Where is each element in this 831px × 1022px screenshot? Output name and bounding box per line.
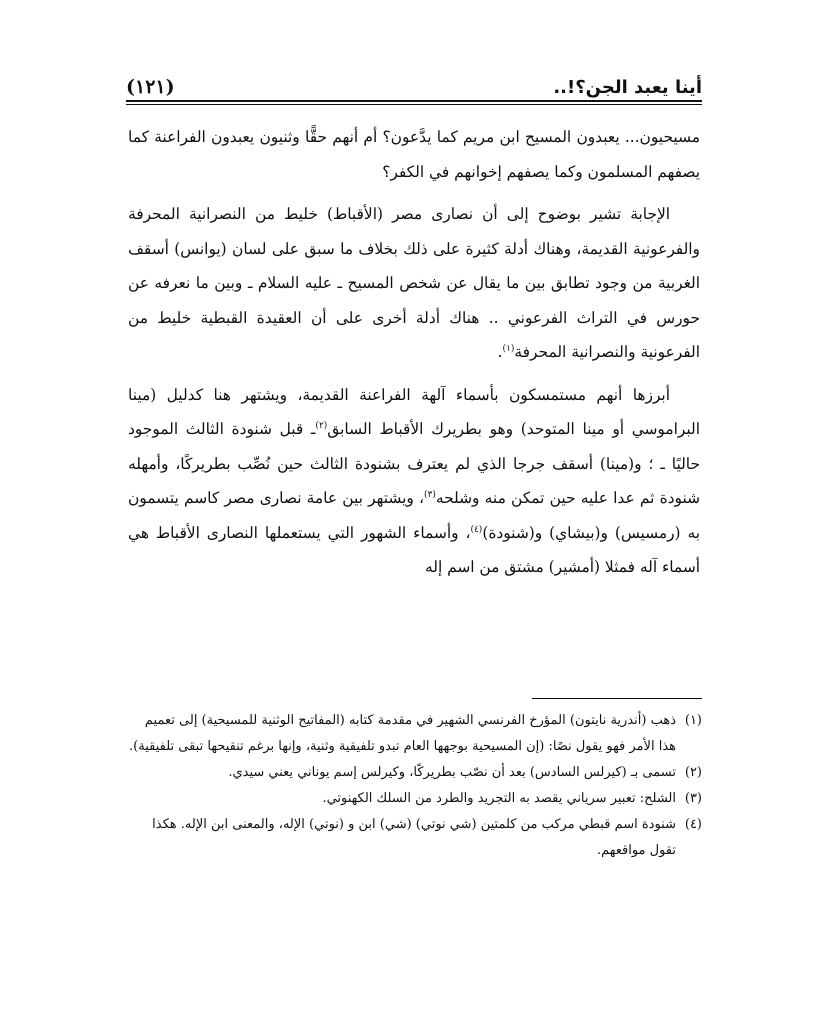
footnote-ref-1[interactable]: (١) [502, 343, 515, 354]
footnote-text: الشلح: تعبير سرياني يقصد به التجريد والطرد من السلك الكهنوتي. [322, 791, 676, 806]
paragraph-2-end: . [497, 343, 503, 361]
footnote-text: ذهب (أندرية نايتون) المؤرخ الفرنسي الشهير في مقدمة كتابه (المفاتيح الوثنية للمسيحية) إلى تعميم هذا الأمر فهو يقول نصًا: (إن المسيحية بوجهها العام تبدو تلفيقية وثنية، وإنها برغم تنقيحها تبقى تلفيقية). [129, 713, 676, 754]
footnote-4 [126, 812, 702, 864]
running-header [126, 70, 702, 98]
header-title: أينا يعبد الجن؟!.. [553, 77, 702, 98]
paragraph-2 [128, 197, 700, 370]
paragraph-1: مسيحيون... يعبدون المسيح ابن مريم كما يدَّعون؟ أم أنهم حقًّا وثنيون يعبدون الفراعنة كما يصفهم المسلمون وكما يصفهم إخوانهم في الكفر؟ [128, 128, 700, 181]
footnote-separator [532, 698, 702, 699]
page-number: (١٢١) [126, 76, 175, 98]
footnote-3 [126, 786, 702, 812]
paragraph-3-text-c: ، ويشتهر بين عامة نصارى مصر كاسم يتسمون به (رمسيس) و(بيشاي) و(شنودة) [128, 489, 701, 542]
footnote-1 [126, 708, 702, 760]
paragraph-3-text-d: ، وأسماء الشهور التي يستعملها النصارى الأقباط هي أسماء آله فمثلا (أمشير) مشتق من اسم إله [128, 523, 700, 576]
footnotes [126, 708, 702, 864]
paragraph-2-text: الإجابة تشير بوضوح إلى أن نصارى مصر (الأقباط) خليط من النصرانية المحرفة والفرعونية القديمة، وهناك أدلة كثيرة على ذلك بخلاف ما سبق على لسان (يوانس) أسقف الغربية من وجود تطابق بين ما يقال عن شخص المسيح ـ عليه السلام ـ وبين ما نعرفه عن حورس في التراث الفرعوني .. هناك أدلة أخرى على أن العقيدة القبطية خليط من الفرعونية والنصرانية المحرفة [128, 205, 700, 361]
footnote-number: (١) [684, 713, 702, 728]
paragraph-3-text-a: أبرزها أنهم مستمسكون بأسماء آلهة الفراعنة القديمة، ويشتهر هنا كدليل (مينا البراموسي أو مينا المتوحد) وهو بطريرك الأقباط السابق [128, 385, 700, 438]
footnote-ref-3[interactable]: (٣) [423, 489, 436, 500]
header-rule [126, 100, 702, 105]
footnote-number: (٣) [684, 791, 702, 806]
paragraph-3 [128, 378, 700, 585]
footnote-text: تسمى بـ (كيرلس السادس) بعد أن نصّب بطريركًا، وكيرلس إسم يوناني يعني سيدي. [228, 765, 676, 780]
main-text [128, 120, 700, 593]
paragraph-3-text-b: ـ قبل شنودة الثالث الموجود حاليًا ـ ؛ و(مينا) أسقف جرجا الذي لم يعترف بشنودة الثالث حين نُصِّب بطريركًا، وأمهله شنودة ثم عدا عليه حين تمكن منه وشلحه [128, 420, 700, 507]
footnote-ref-2[interactable]: (٢) [315, 420, 328, 431]
footnote-2 [126, 760, 702, 786]
footnote-number: (٤) [684, 817, 702, 832]
footnote-number: (٢) [684, 765, 702, 780]
footnote-ref-4[interactable]: (٤) [470, 524, 483, 535]
footnote-text: شنودة اسم قبطي مركب من كلمتين (شي نوتي) (شي) ابن و (نوتي) الإله، والمعنى ابن الإله. هكذا تقول مواقعهم. [152, 817, 676, 858]
